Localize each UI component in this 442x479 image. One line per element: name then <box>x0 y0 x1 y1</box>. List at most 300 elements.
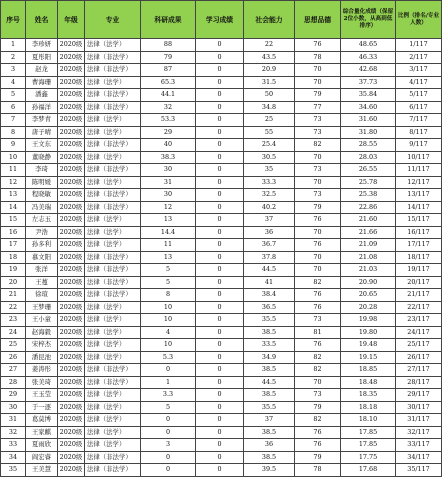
cell-name: 夏雨欣 <box>26 439 58 452</box>
table-row <box>1 401 442 414</box>
cell-grade: 2020级 <box>58 64 85 77</box>
cell-rank: 11/117 <box>396 164 442 177</box>
header-grade: 年级 <box>58 1 85 39</box>
cell-no: 22 <box>1 301 26 314</box>
cell-research: 0 <box>141 414 196 427</box>
header-major: 专业 <box>85 1 141 39</box>
cell-name: 宋梓杰 <box>26 339 58 352</box>
cell-research: 44.1 <box>141 89 196 102</box>
header-study: 学习成绩 <box>196 1 244 39</box>
cell-grade: 2020级 <box>58 114 85 127</box>
cell-social: 25.4 <box>244 139 295 152</box>
cell-major: 法律（法学） <box>85 389 141 402</box>
cell-research: 3 <box>141 439 196 452</box>
cell-moral: 79 <box>295 451 341 464</box>
cell-research: 14.4 <box>141 226 196 239</box>
cell-grade: 2020级 <box>58 314 85 327</box>
cell-moral: 76 <box>295 214 341 227</box>
cell-grade: 2020级 <box>58 139 85 152</box>
cell-grade: 2020级 <box>58 451 85 464</box>
cell-study: 0 <box>196 39 244 52</box>
cell-major: 法律（法学） <box>85 301 141 314</box>
cell-rank: 20/117 <box>396 276 442 289</box>
cell-major: 法律（法学） <box>85 126 141 139</box>
cell-moral: 76 <box>295 426 341 439</box>
cell-name: 董晓静 <box>26 151 58 164</box>
cell-moral: 70 <box>295 264 341 277</box>
cell-social: 41 <box>244 276 295 289</box>
cell-no: 19 <box>1 264 26 277</box>
cell-research: 53.3 <box>141 114 196 127</box>
cell-study: 0 <box>196 376 244 389</box>
cell-social: 55 <box>244 126 295 139</box>
cell-rank: 6/117 <box>396 101 442 114</box>
cell-no: 35 <box>1 464 26 477</box>
cell-major: 法律（法学） <box>85 239 141 252</box>
cell-name: 张美琦 <box>26 376 58 389</box>
cell-total: 35.84 <box>341 89 396 102</box>
table-row <box>1 351 442 364</box>
table-row <box>1 164 442 177</box>
cell-rank: 13/117 <box>396 189 442 202</box>
cell-social: 38.5 <box>244 451 295 464</box>
header-rank: 比例（排名/专业人数） <box>396 1 442 39</box>
cell-total: 21.03 <box>341 264 396 277</box>
cell-name: 潘昆池 <box>26 351 58 364</box>
cell-no: 14 <box>1 201 26 214</box>
cell-major: 法律（法学） <box>85 339 141 352</box>
cell-rank: 35/117 <box>396 464 442 477</box>
cell-study: 0 <box>196 264 244 277</box>
cell-total: 18.18 <box>341 401 396 414</box>
cell-research: 0 <box>141 364 196 377</box>
cell-study: 0 <box>196 251 244 264</box>
cell-grade: 2020级 <box>58 414 85 427</box>
cell-grade: 2020级 <box>58 289 85 302</box>
cell-no: 34 <box>1 451 26 464</box>
table-row <box>1 364 442 377</box>
cell-no: 3 <box>1 64 26 77</box>
cell-total: 18.48 <box>341 376 396 389</box>
cell-total: 18.85 <box>341 364 396 377</box>
cell-total: 34.60 <box>341 101 396 114</box>
cell-total: 19.48 <box>341 339 396 352</box>
cell-name: 张洋 <box>26 264 58 277</box>
cell-grade: 2020级 <box>58 439 85 452</box>
cell-moral: 81 <box>295 326 341 339</box>
cell-major: 法律（法学） <box>85 151 141 164</box>
cell-rank: 15/117 <box>396 214 442 227</box>
cell-social: 20.9 <box>244 64 295 77</box>
cell-moral: 70 <box>295 176 341 189</box>
cell-research: 12 <box>141 201 196 214</box>
cell-rank: 31/117 <box>396 414 442 427</box>
cell-moral: 70 <box>295 251 341 264</box>
cell-moral: 76 <box>295 239 341 252</box>
cell-research: 0 <box>141 464 196 477</box>
table-row <box>1 51 442 64</box>
cell-name: 王美慧 <box>26 464 58 477</box>
cell-grade: 2020级 <box>58 151 85 164</box>
cell-no: 16 <box>1 226 26 239</box>
cell-name: 李琦 <box>26 164 58 177</box>
cell-name: 赵龙 <box>26 64 58 77</box>
cell-grade: 2020级 <box>58 239 85 252</box>
table-row <box>1 201 442 214</box>
cell-major: 法律（法学） <box>85 426 141 439</box>
cell-social: 32.5 <box>244 189 295 202</box>
cell-moral: 78 <box>295 464 341 477</box>
cell-study: 0 <box>196 351 244 364</box>
cell-major: 法律（法学） <box>85 439 141 452</box>
cell-major: 法律（法学） <box>85 176 141 189</box>
cell-name: 王文东 <box>26 139 58 152</box>
cell-no: 30 <box>1 401 26 414</box>
cell-grade: 2020级 <box>58 89 85 102</box>
cell-grade: 2020级 <box>58 176 85 189</box>
table-row <box>1 376 442 389</box>
cell-study: 0 <box>196 89 244 102</box>
cell-no: 17 <box>1 239 26 252</box>
cell-research: 31 <box>141 176 196 189</box>
cell-rank: 25/117 <box>396 339 442 352</box>
cell-study: 0 <box>196 64 244 77</box>
cell-rank: 16/117 <box>396 226 442 239</box>
cell-no: 9 <box>1 139 26 152</box>
cell-moral: 76 <box>295 301 341 314</box>
cell-social: 37 <box>244 214 295 227</box>
cell-name: 陈明媛 <box>26 176 58 189</box>
cell-study: 0 <box>196 126 244 139</box>
header-moral: 思想品德 <box>295 1 341 39</box>
cell-no: 1 <box>1 39 26 52</box>
table-row <box>1 64 442 77</box>
cell-study: 0 <box>196 76 244 89</box>
cell-major: 法律（非法学） <box>85 64 141 77</box>
cell-total: 25.38 <box>341 189 396 202</box>
cell-research: 32 <box>141 101 196 114</box>
table-row <box>1 451 442 464</box>
cell-no: 6 <box>1 101 26 114</box>
cell-rank: 29/117 <box>396 389 442 402</box>
cell-rank: 1/117 <box>396 39 442 52</box>
cell-total: 28.03 <box>341 151 396 164</box>
cell-grade: 2020级 <box>58 126 85 139</box>
cell-grade: 2020级 <box>58 351 85 364</box>
cell-major: 法律（非法学） <box>85 464 141 477</box>
cell-study: 0 <box>196 414 244 427</box>
cell-no: 32 <box>1 426 26 439</box>
cell-grade: 2020级 <box>58 376 85 389</box>
cell-total: 19.15 <box>341 351 396 364</box>
cell-name: 王家麒 <box>26 426 58 439</box>
cell-name: 徐瑄 <box>26 289 58 302</box>
cell-social: 40.2 <box>244 201 295 214</box>
cell-rank: 24/117 <box>396 326 442 339</box>
cell-moral: 82 <box>295 414 341 427</box>
cell-rank: 3/117 <box>396 64 442 77</box>
cell-total: 17.75 <box>341 451 396 464</box>
cell-major: 法律（非法学） <box>85 251 141 264</box>
cell-no: 18 <box>1 251 26 264</box>
cell-social: 33.5 <box>244 339 295 352</box>
cell-total: 18.10 <box>341 414 396 427</box>
cell-rank: 33/117 <box>396 439 442 452</box>
cell-no: 26 <box>1 351 26 364</box>
cell-study: 0 <box>196 189 244 202</box>
cell-total: 19.80 <box>341 326 396 339</box>
header-social: 社会能力 <box>244 1 295 39</box>
cell-moral: 70 <box>295 76 341 89</box>
cell-social: 37.8 <box>244 251 295 264</box>
cell-moral: 82 <box>295 276 341 289</box>
cell-social: 36.7 <box>244 239 295 252</box>
cell-no: 10 <box>1 151 26 164</box>
cell-moral: 82 <box>295 351 341 364</box>
cell-major: 法律（法学） <box>85 114 141 127</box>
cell-rank: 28/117 <box>396 376 442 389</box>
cell-name: 慕文阳 <box>26 251 58 264</box>
cell-moral: 73 <box>295 126 341 139</box>
cell-grade: 2020级 <box>58 51 85 64</box>
cell-total: 20.90 <box>341 276 396 289</box>
cell-study: 0 <box>196 364 244 377</box>
cell-social: 44.5 <box>244 376 295 389</box>
cell-rank: 7/117 <box>396 114 442 127</box>
table-row <box>1 214 442 227</box>
cell-name: 王玉莹 <box>26 389 58 402</box>
cell-social: 22 <box>244 39 295 52</box>
cell-no: 20 <box>1 276 26 289</box>
cell-no: 23 <box>1 314 26 327</box>
cell-total: 48.65 <box>341 39 396 52</box>
cell-moral: 73 <box>295 314 341 327</box>
cell-study: 0 <box>196 226 244 239</box>
table-row <box>1 139 442 152</box>
cell-moral: 79 <box>295 201 341 214</box>
cell-study: 0 <box>196 164 244 177</box>
cell-rank: 4/117 <box>396 76 442 89</box>
cell-study: 0 <box>196 314 244 327</box>
cell-no: 31 <box>1 414 26 427</box>
cell-major: 法律（法学） <box>85 414 141 427</box>
cell-research: 1 <box>141 376 196 389</box>
table-row <box>1 251 442 264</box>
cell-grade: 2020级 <box>58 76 85 89</box>
cell-study: 0 <box>196 101 244 114</box>
cell-no: 27 <box>1 364 26 377</box>
cell-rank: 10/117 <box>396 151 442 164</box>
cell-social: 34.8 <box>244 101 295 114</box>
cell-name: 冯美瑞 <box>26 201 58 214</box>
cell-name: 李珍妍 <box>26 39 58 52</box>
cell-social: 44.5 <box>244 264 295 277</box>
cell-moral: 73 <box>295 114 341 127</box>
cell-name: 葛莫博 <box>26 414 58 427</box>
cell-research: 87 <box>141 64 196 77</box>
cell-major: 法律（非法学） <box>85 51 141 64</box>
cell-total: 28.55 <box>341 139 396 152</box>
cell-rank: 9/117 <box>396 139 442 152</box>
cell-study: 0 <box>196 301 244 314</box>
cell-research: 5.3 <box>141 351 196 364</box>
cell-grade: 2020级 <box>58 276 85 289</box>
cell-research: 5 <box>141 264 196 277</box>
cell-total: 21.08 <box>341 251 396 264</box>
cell-major: 法律（非法学） <box>85 89 141 102</box>
table-row <box>1 439 442 452</box>
cell-name: 于一逐 <box>26 401 58 414</box>
cell-moral: 82 <box>295 364 341 377</box>
table-row <box>1 314 442 327</box>
cell-study: 0 <box>196 389 244 402</box>
cell-social: 36 <box>244 226 295 239</box>
table-row <box>1 89 442 102</box>
cell-moral: 70 <box>295 226 341 239</box>
cell-moral: 79 <box>295 89 341 102</box>
table-row <box>1 464 442 477</box>
cell-rank: 17/117 <box>396 239 442 252</box>
cell-research: 40 <box>141 139 196 152</box>
cell-grade: 2020级 <box>58 189 85 202</box>
cell-social: 36 <box>244 439 295 452</box>
table-row <box>1 289 442 302</box>
cell-major: 法律（法学） <box>85 214 141 227</box>
cell-research: 5 <box>141 401 196 414</box>
cell-total: 31.60 <box>341 114 396 127</box>
cell-rank: 34/117 <box>396 451 442 464</box>
cell-grade: 2020级 <box>58 301 85 314</box>
table-row <box>1 339 442 352</box>
cell-major: 法律（非法学） <box>85 164 141 177</box>
cell-social: 38.5 <box>244 326 295 339</box>
cell-major: 法律（法学） <box>85 39 141 52</box>
cell-total: 18.35 <box>341 389 396 402</box>
cell-research: 10 <box>141 301 196 314</box>
cell-rank: 22/117 <box>396 301 442 314</box>
cell-study: 0 <box>196 214 244 227</box>
table-row <box>1 114 442 127</box>
cell-total: 37.73 <box>341 76 396 89</box>
cell-research: 3.3 <box>141 389 196 402</box>
cell-major: 法律（法学） <box>85 76 141 89</box>
cell-rank: 27/117 <box>396 364 442 377</box>
cell-rank: 2/117 <box>396 51 442 64</box>
cell-total: 19.98 <box>341 314 396 327</box>
cell-rank: 30/117 <box>396 401 442 414</box>
cell-social: 25 <box>244 114 295 127</box>
cell-major: 法律（非法学） <box>85 276 141 289</box>
cell-moral: 73 <box>295 389 341 402</box>
cell-grade: 2020级 <box>58 226 85 239</box>
cell-major: 法律（非法学） <box>85 101 141 114</box>
cell-name: 赵海毅 <box>26 326 58 339</box>
cell-major: 法律（法学） <box>85 401 141 414</box>
cell-grade: 2020级 <box>58 39 85 52</box>
cell-no: 15 <box>1 214 26 227</box>
cell-research: 30 <box>141 189 196 202</box>
cell-study: 0 <box>196 289 244 302</box>
cell-grade: 2020级 <box>58 164 85 177</box>
cell-name: 曹海珊 <box>26 76 58 89</box>
cell-name: 王梦珊 <box>26 301 58 314</box>
cell-moral: 70 <box>295 151 341 164</box>
cell-grade: 2020级 <box>58 251 85 264</box>
cell-research: 79 <box>141 51 196 64</box>
cell-rank: 8/117 <box>396 126 442 139</box>
cell-social: 38.5 <box>244 389 295 402</box>
cell-research: 4 <box>141 326 196 339</box>
cell-name: 阎宏睿 <box>26 451 58 464</box>
table-row <box>1 126 442 139</box>
table-row <box>1 326 442 339</box>
cell-total: 17.85 <box>341 439 396 452</box>
cell-grade: 2020级 <box>58 464 85 477</box>
cell-study: 0 <box>196 401 244 414</box>
cell-research: 13 <box>141 214 196 227</box>
cell-name: 李梦青 <box>26 114 58 127</box>
cell-major: 法律（非法学） <box>85 264 141 277</box>
cell-no: 21 <box>1 289 26 302</box>
cell-moral: 79 <box>295 401 341 414</box>
cell-social: 30.5 <box>244 151 295 164</box>
cell-no: 5 <box>1 89 26 102</box>
cell-research: 5 <box>141 276 196 289</box>
cell-study: 0 <box>196 139 244 152</box>
cell-total: 42.68 <box>341 64 396 77</box>
table-row <box>1 239 442 252</box>
cell-grade: 2020级 <box>58 389 85 402</box>
cell-no: 4 <box>1 76 26 89</box>
cell-moral: 73 <box>295 189 341 202</box>
cell-total: 17.68 <box>341 464 396 477</box>
cell-major: 法律（非法学） <box>85 289 141 302</box>
cell-research: 38.3 <box>141 151 196 164</box>
cell-social: 35 <box>244 164 295 177</box>
cell-rank: 21/117 <box>396 289 442 302</box>
table-row <box>1 414 442 427</box>
cell-no: 33 <box>1 439 26 452</box>
cell-major: 法律（法学） <box>85 226 141 239</box>
cell-social: 34.9 <box>244 351 295 364</box>
cell-total: 22.86 <box>341 201 396 214</box>
cell-social: 35.5 <box>244 314 295 327</box>
cell-total: 20.65 <box>341 289 396 302</box>
cell-study: 0 <box>196 451 244 464</box>
header-name: 姓名 <box>26 1 58 39</box>
cell-major: 法律（非法学） <box>85 201 141 214</box>
table-row <box>1 264 442 277</box>
cell-social: 38.5 <box>244 426 295 439</box>
cell-name: 潘鑫 <box>26 89 58 102</box>
cell-major: 法律（非法学） <box>85 451 141 464</box>
table-row <box>1 151 442 164</box>
cell-name: 左志玉 <box>26 214 58 227</box>
cell-social: 38.4 <box>244 289 295 302</box>
cell-name: 程晓敏 <box>26 189 58 202</box>
cell-grade: 2020级 <box>58 401 85 414</box>
cell-research: 13 <box>141 251 196 264</box>
cell-rank: 12/117 <box>396 176 442 189</box>
table-row <box>1 426 442 439</box>
cell-research: 10 <box>141 339 196 352</box>
cell-total: 21.60 <box>341 214 396 227</box>
cell-grade: 2020级 <box>58 364 85 377</box>
cell-total: 31.80 <box>341 126 396 139</box>
cell-major: 法律（非法学） <box>85 376 141 389</box>
cell-major: 法律（法学） <box>85 326 141 339</box>
cell-no: 8 <box>1 126 26 139</box>
